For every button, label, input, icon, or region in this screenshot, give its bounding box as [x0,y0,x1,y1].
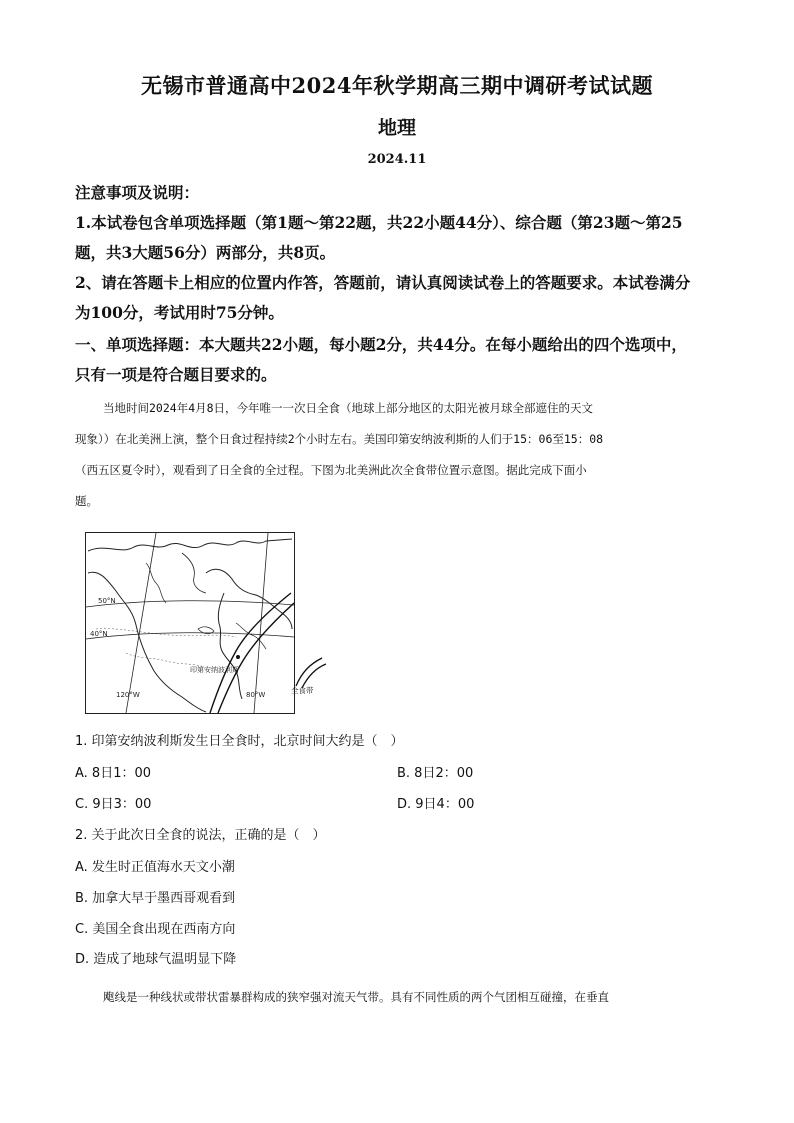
option-a[interactable]: A. 8日1：00 [75,766,152,781]
option-b[interactable]: B. 加拿大早于墨西哥观看到 [75,891,236,906]
notice-line: 题，共3大题56分）两部分，共8页。 [75,243,336,262]
lat-50n-label: 50°N [98,597,116,605]
notice-heading: 注意事项及说明： [75,183,200,202]
option-d[interactable]: D. 造成了地球气温明显下降 [75,952,237,967]
section-heading: 只有一项是符合题目要求的。 [75,365,277,384]
exam-date: 2024.11 [367,152,427,167]
section-heading: 一、单项选择题：本大题共22小题，每小题2分，共44分。在每小题给出的四个选项中， [75,335,687,354]
question-stem: 1. 印第安纳波利斯发生日全食时，北京时间大约是（ ） [75,734,404,749]
option-b[interactable]: B. 8日2：00 [397,766,474,781]
passage-line: 现象））在北美洲上演，整个日食过程持续2个小时左右。美国印第安纳波利斯的人们于15：06至15：08 [75,432,604,446]
exam-title: 无锡市普通高中2024年秋学期高三期中调研考试试题 [141,73,653,98]
passage-line: 题。 [75,494,98,508]
option-a[interactable]: A. 发生时正值海水天文小潮 [75,860,235,875]
passage-line: （西五区夏令时），观看到了日全食的全过程。下图为北美洲此次全食带位置示意图。据此完成下面小 [75,463,587,477]
passage-line: 当地时间2024年4月8日，今年唯一一次日全食（地球上部分地区的太阳光被月球全部遮住的天文 [103,401,594,415]
subject-title: 地理 [377,117,416,139]
lat-40n-label: 40°N [90,630,108,638]
north-america-map [86,533,294,713]
lon-120w-label: 120°W [116,691,140,699]
option-d[interactable]: D. 9日4：00 [397,797,475,812]
notice-line: 2、请在答题卡上相应的位置内作答，答题前，请认真阅读试卷上的答题要求。本试卷满分 [75,273,691,292]
legend-label: 全食带 [291,686,314,695]
passage-line: 飑线是一种线状或带状雷暴群构成的狭窄强对流天气带。具有不同性质的两个气团相互碰撞，在垂直 [103,990,609,1004]
eclipse-map-figure [85,532,295,714]
question-stem: 2. 关于此次日全食的说法，正确的是（ ） [75,828,326,843]
notice-line: 为100分，考试用时75分钟。 [75,303,284,322]
option-c[interactable]: C. 美国全食出现在西南方向 [75,922,236,937]
option-c[interactable]: C. 9日3：00 [75,797,152,812]
lon-80w-label: 80°W [246,691,266,699]
city-label: 印第安纳波利斯 [190,666,239,674]
notice-line: 1.本试卷包含单项选择题（第1题～第22题，共22小题44分）、综合题（第23题～第25 [75,213,683,232]
